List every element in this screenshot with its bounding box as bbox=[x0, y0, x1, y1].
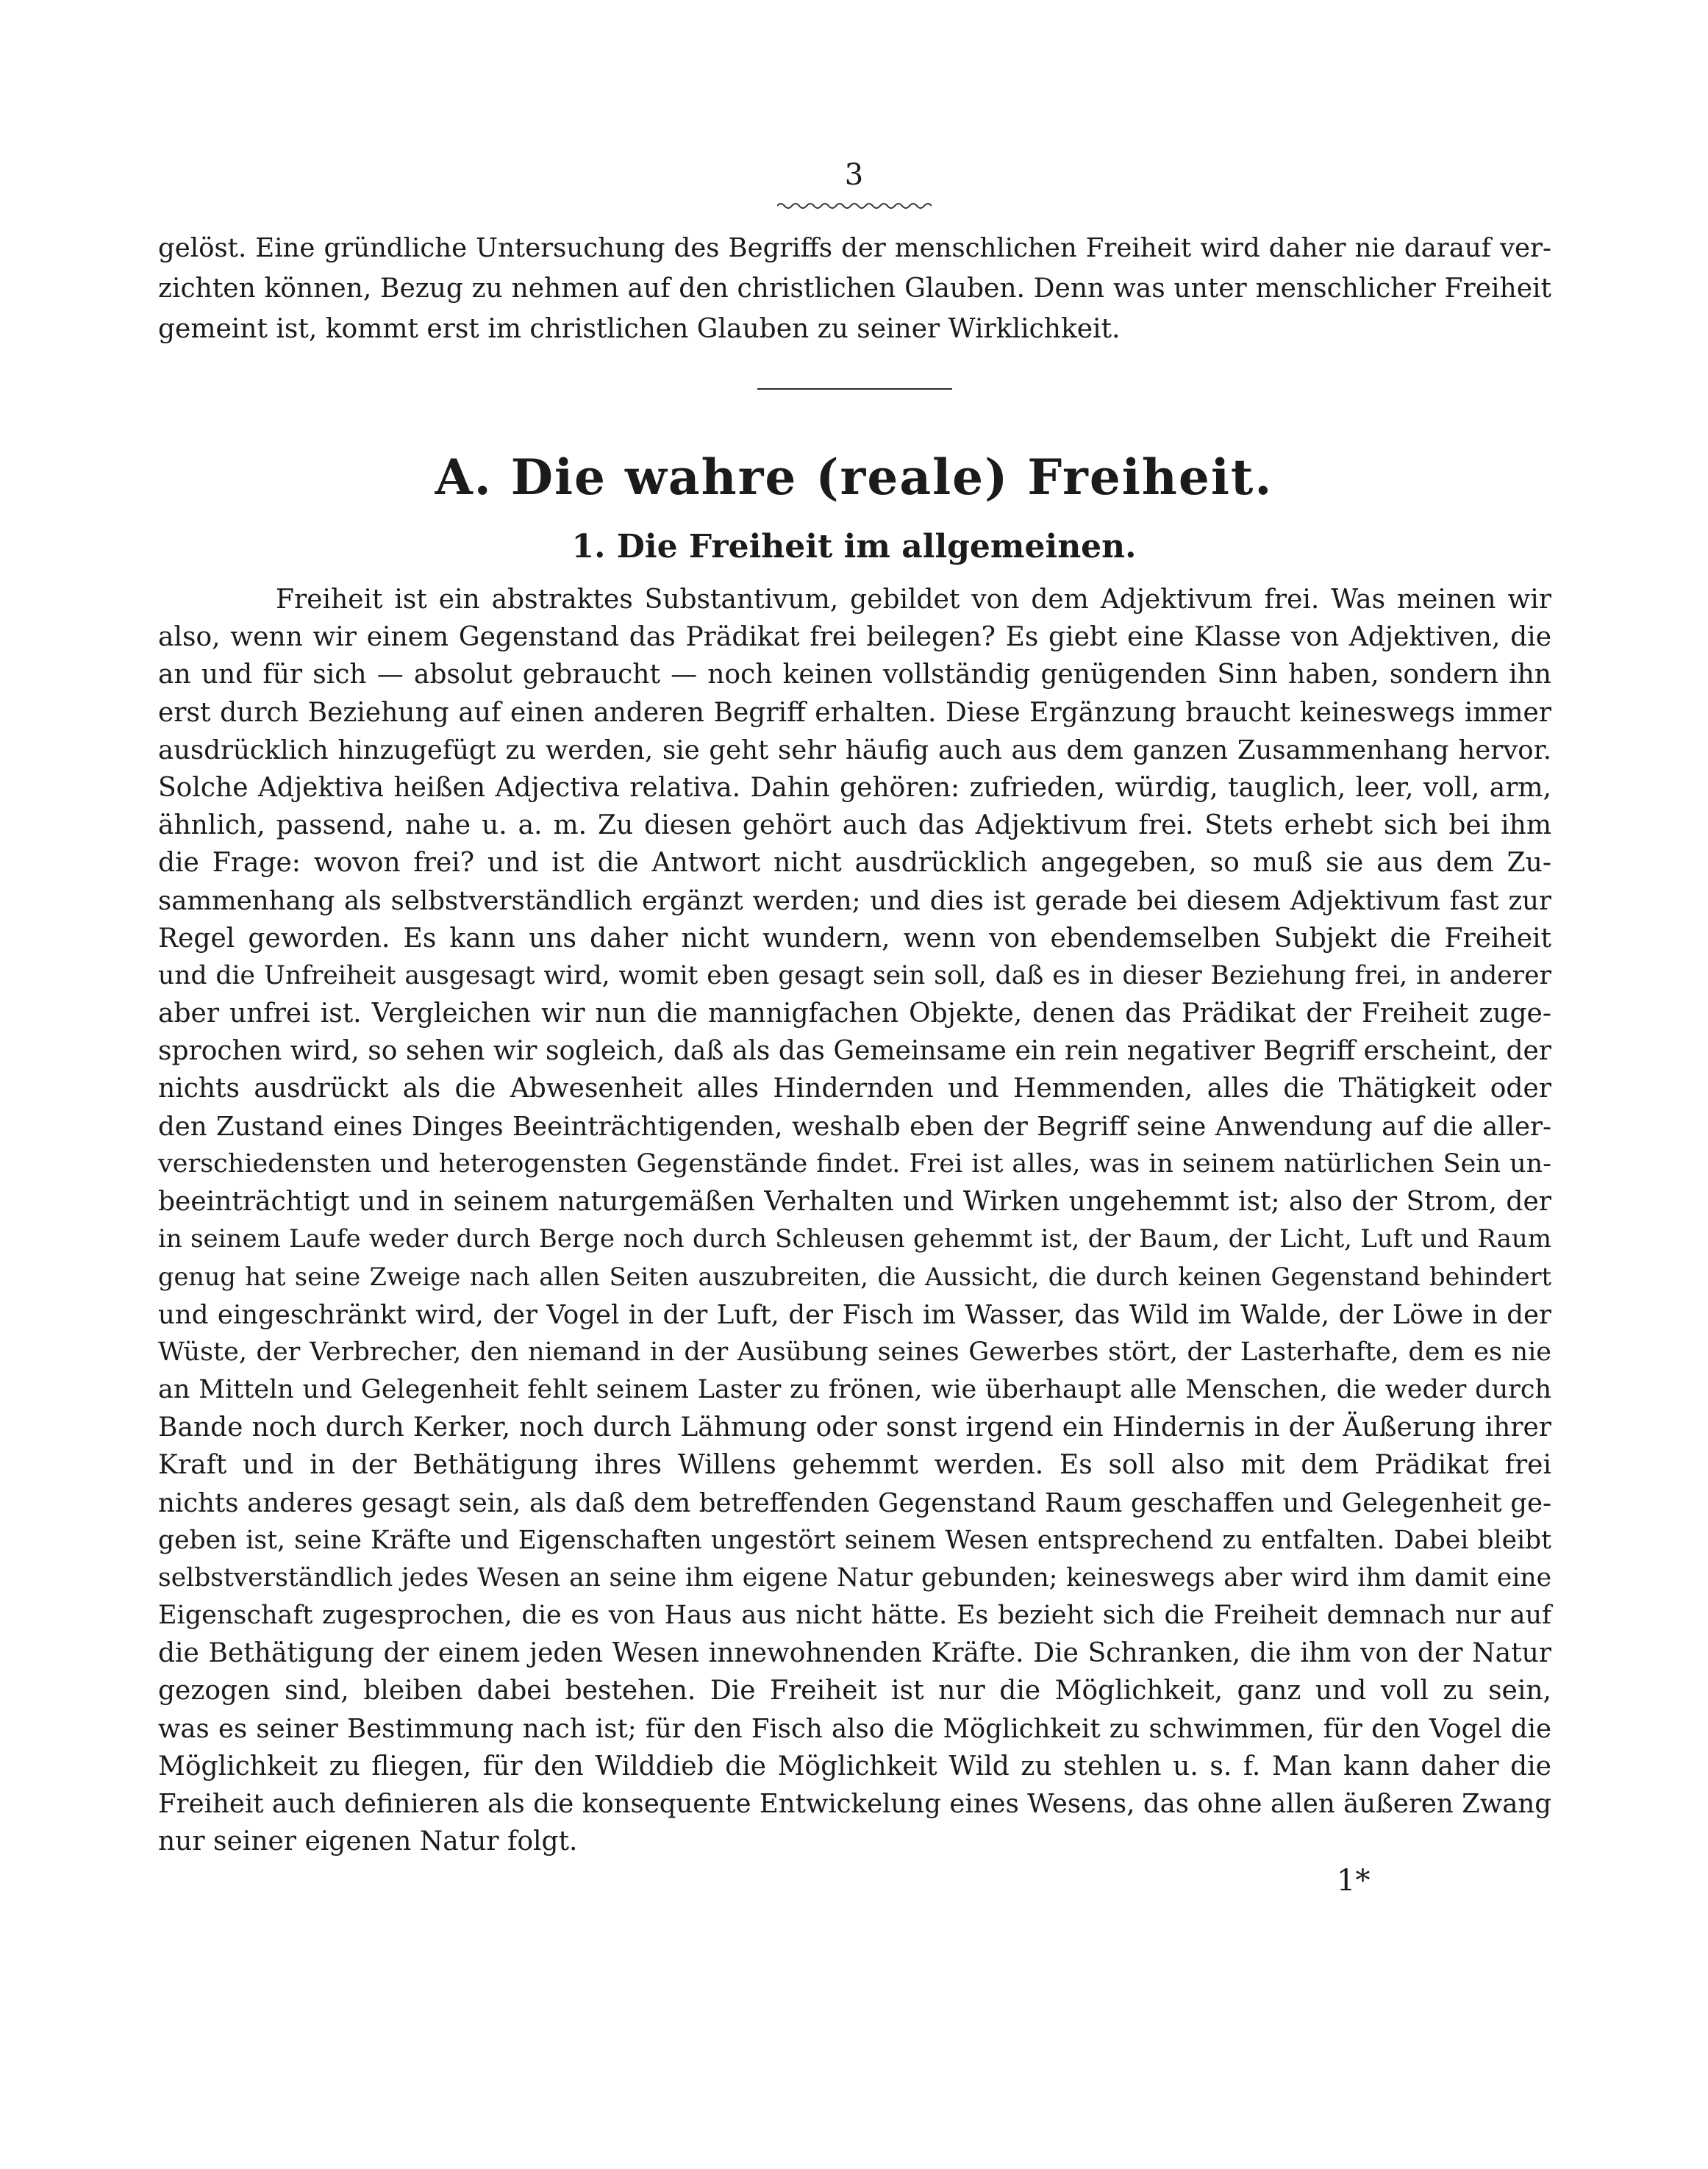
text-line: Solche Adjektiva heißen Adjectiva relativa. Dahin gehören: zufrieden, würdig, tauglich, leer, voll, arm, bbox=[158, 772, 1551, 803]
text-line: was es seiner Bestimmung nach ist; für den Fisch also die Möglichkeit zu schwimmen, für den Vogel die bbox=[158, 1713, 1551, 1744]
main-paragraph bbox=[158, 581, 1551, 1860]
text-line: nur seiner eigenen Natur folgt. bbox=[158, 1826, 578, 1857]
text-line: also, wenn wir einem Gegenstand das Prädikat frei beilegen? Es giebt eine Klasse von Adjektiven, die bbox=[158, 622, 1551, 653]
text-line: Bande noch durch Kerker, noch durch Lähmung oder sonst irgend ein Hindernis in der Äußerung ihrer bbox=[158, 1412, 1551, 1443]
intro-paragraph bbox=[158, 228, 1551, 349]
text-line: gezogen sind, bleiben dabei bestehen. Die Freiheit ist nur die Möglichkeit, ganz und voll zu sein, bbox=[158, 1676, 1551, 1707]
text-line: sprochen wird, so sehen wir sogleich, daß als das Gemeinsame ein rein negativer Begriff erscheint, der bbox=[158, 1036, 1551, 1067]
text-line: erst durch Beziehung auf einen anderen Begriff erhalten. Diese Ergänzung braucht keineswegs immer bbox=[158, 697, 1551, 728]
text-line: Eigenschaft zugesprochen, die es von Haus aus nicht hätte. Es bezieht sich die Freiheit demnach nur auf bbox=[158, 1601, 1551, 1631]
text-line: Kraft und in der Bethätigung ihres Willens gehemmt werden. Es soll also mit dem Prädikat frei bbox=[158, 1450, 1551, 1481]
wavy-ornament bbox=[777, 201, 932, 211]
text-line: sammenhang als selbstverständlich ergänzt werden; und dies ist gerade bei diesem Adjektivum fast zur bbox=[158, 885, 1551, 916]
section-title: A. Die wahre (reale) Freiheit. bbox=[435, 449, 1273, 506]
page-number-text: 3 bbox=[844, 158, 864, 192]
text-line: geben ist, seine Kräfte und Eigenschaften ungestört seinem Wesen entsprechend zu entfalten. Dabei bleibt bbox=[158, 1525, 1551, 1555]
page-number bbox=[0, 158, 1708, 192]
text-line: an und für sich — absolut gebraucht — noch keinen vollständig genügenden Sinn haben, sondern ihn bbox=[158, 660, 1551, 690]
subsection-title: 1. Die Freiheit im allgemeinen. bbox=[571, 528, 1137, 565]
text-line: Freiheit ist ein abstraktes Substantivum, gebildet von dem Adjektivum frei. Was meinen wir bbox=[276, 585, 1551, 615]
text-line: und eingeschränkt wird, der Vogel in der Luft, der Fisch im Wasser, das Wild im Walde, der Löwe in der bbox=[158, 1299, 1551, 1330]
text-line: verschiedensten und heterogensten Gegenstände findet. Frei ist alles, was in seinem natürlichen Sein un- bbox=[158, 1148, 1551, 1179]
text-line: nichts ausdrückt als die Abwesenheit alles Hindernden und Hemmenden, alles die Thätigkeit oder bbox=[158, 1073, 1551, 1104]
text-line: aber unfrei ist. Vergleichen wir nun die mannigfachen Objekte, denen das Prädikat der Freiheit zuge- bbox=[158, 998, 1551, 1029]
text-line: an Mitteln und Gelegenheit fehlt seinem Laster zu frönen, wie überhaupt alle Menschen, die weder durch bbox=[158, 1374, 1551, 1404]
text-line: gemeint ist, kommt erst im christlichen Glauben zu seiner Wirklichkeit. bbox=[158, 314, 1121, 344]
text-line: die Frage: wovon frei? und ist die Antwort nicht ausdrücklich angegeben, so muß sie aus dem Zu- bbox=[158, 848, 1551, 879]
text-line: in seinem Laufe weder durch Berge noch durch Schleusen gehemmt ist, der Baum, der Licht, Luft und Raum bbox=[158, 1224, 1551, 1254]
text-line: ähnlich, passend, nahe u. a. m. Zu diesen gehört auch das Adjektivum frei. Stets erhebt sich bei ihm bbox=[158, 810, 1551, 841]
text-line: gelöst. Eine gründliche Untersuchung des Begriffs der menschlichen Freiheit wird daher nie darauf ver- bbox=[158, 233, 1551, 263]
text-line: den Zustand eines Dinges Beeinträchtigenden, weshalb eben der Begriff seine Anwendung auf die aller- bbox=[158, 1111, 1551, 1142]
text-line: zichten können, Bezug zu nehmen auf den christlichen Glauben. Denn was unter menschlicher Freiheit bbox=[158, 274, 1551, 304]
text-line: nichts anderes gesagt sein, als daß dem betreffenden Gegenstand Raum geschaffen und Gelegenheit ge- bbox=[158, 1487, 1551, 1518]
printer-signature: 1* bbox=[1337, 1864, 1371, 1898]
text-line: Freiheit auch definieren als die konsequente Entwickelung eines Wesens, das ohne allen äußeren Zwang bbox=[158, 1789, 1551, 1819]
text-line: die Bethätigung der einem jeden Wesen innewohnenden Kräfte. Die Schranken, die ihm von der Natur bbox=[158, 1638, 1551, 1669]
section-divider bbox=[757, 388, 952, 392]
text-line: Wüste, der Verbrecher, den niemand in der Ausübung seines Gewerbes stört, der Lasterhafte, dem es nie bbox=[158, 1337, 1551, 1367]
text-line: selbstverständlich jedes Wesen an seine ihm eigene Natur gebunden; keineswegs aber wird ihm damit eine bbox=[158, 1562, 1551, 1593]
text-line: Möglichkeit zu fliegen, für den Wilddieb die Möglichkeit Wild zu stehlen u. s. f. Man kann daher die bbox=[158, 1751, 1551, 1782]
text-line: und die Unfreiheit ausgesagt wird, womit eben gesagt sein soll, daß es in dieser Beziehung frei, in anderer bbox=[158, 960, 1551, 990]
text-line: ausdrücklich hinzugefügt zu werden, sie geht sehr häufig auch aus dem ganzen Zusammenhang hervor. bbox=[158, 735, 1551, 765]
text-line: Regel geworden. Es kann uns daher nicht wundern, wenn von ebendemselben Subjekt die Freiheit bbox=[158, 923, 1551, 954]
text-line: genug hat seine Zweige nach allen Seiten auszubreiten, die Aussicht, die durch keinen Gegenstand behindert bbox=[158, 1262, 1551, 1292]
text-line: beeinträchtigt und in seinem naturgemäßen Verhalten und Wirken ungehemmt ist; also der Strom, der bbox=[158, 1187, 1551, 1217]
